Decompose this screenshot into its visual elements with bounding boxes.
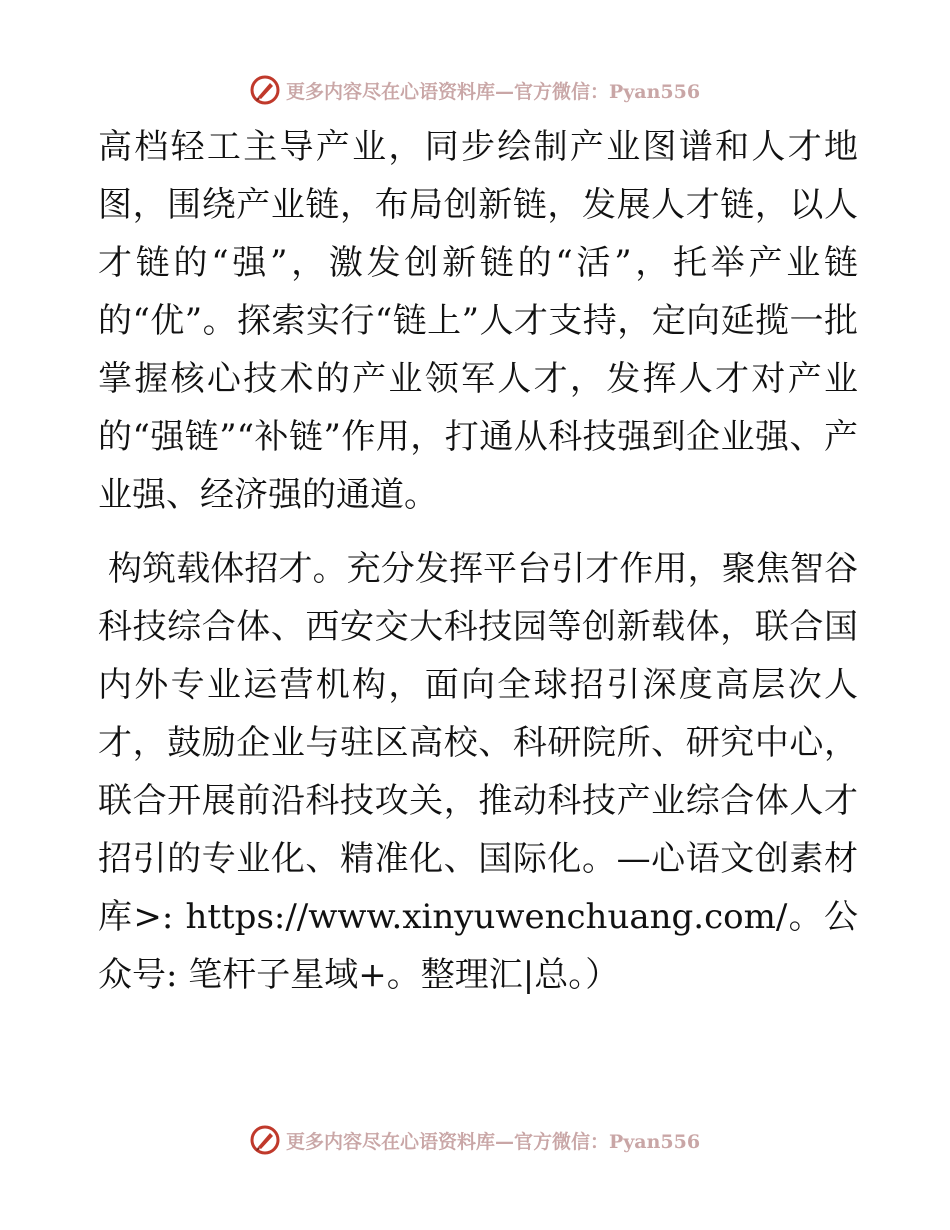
document-body — [98, 118, 858, 1004]
footer-banner — [0, 1120, 950, 1160]
red-quill-seal-icon — [250, 1125, 280, 1155]
paragraph-2: 构筑载体招才。充分发挥平台引才作用，聚焦智谷科技综合体、西安交大科技园等创新载体，联合国内外专业运营机构，面向全球招引深度高层次人才，鼓励企业与驻区高校、科研院所、研究中心，联合开展前沿科技攻关，推动科技产业综合体人才招引的专业化、精准化、国际化。—心语文创素材库>: https://www.xinyuwenchuang.com/。公众号: 笔杆子星域+。整理汇|总。） — [98, 549, 858, 995]
red-quill-seal-icon — [250, 75, 280, 105]
header-banner — [0, 70, 950, 110]
paragraph-1: 高档轻工主导产业，同步绘制产业图谱和人才地图，围绕产业链，布局创新链，发展人才链，以人才链的“强”，激发创新链的“活”，托举产业链的“优”。探索实行“链上”人才支持，定向延揽一批掌握核心技术的产业领军人才，发挥人才对产业的“强链”“补链”作用，打通从科技强到企业强、产业强、经济强的通道。 — [98, 127, 858, 515]
header-banner-text: 更多内容尽在心语资料库—官方微信：Pyan556 — [285, 80, 701, 103]
footer-banner-text: 更多内容尽在心语资料库—官方微信：Pyan556 — [285, 1130, 701, 1153]
